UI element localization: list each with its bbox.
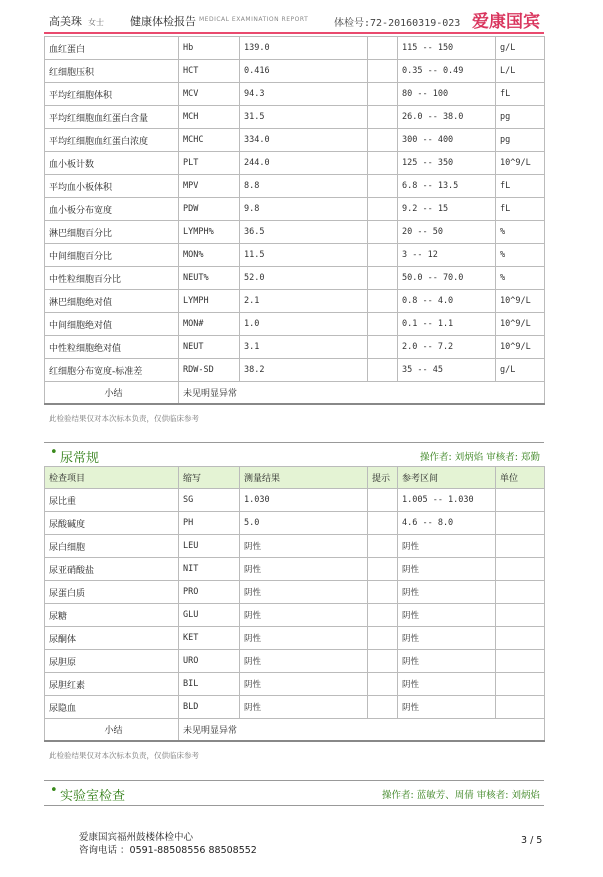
item-value: 2.1 bbox=[240, 290, 368, 313]
column-header: 单位 bbox=[496, 467, 545, 489]
table-row bbox=[45, 604, 545, 627]
item-name: 淋巴细胞百分比 bbox=[45, 221, 179, 244]
item-unit: fL bbox=[496, 83, 545, 106]
item-name: 红细胞分布宽度-标准差 bbox=[45, 359, 179, 382]
summary-row bbox=[45, 382, 545, 405]
bullet-icon: • bbox=[50, 783, 58, 798]
column-header: 检查项目 bbox=[45, 467, 179, 489]
table-row bbox=[45, 106, 545, 129]
item-unit: % bbox=[496, 244, 545, 267]
item-value: 334.0 bbox=[240, 129, 368, 152]
item-flag bbox=[368, 244, 398, 267]
item-value: 5.0 bbox=[240, 512, 368, 535]
item-value: 1.030 bbox=[240, 489, 368, 512]
item-name: 尿酮体 bbox=[45, 627, 179, 650]
table-row bbox=[45, 290, 545, 313]
item-value: 9.8 bbox=[240, 198, 368, 221]
item-range: 阴性 bbox=[398, 673, 496, 696]
table-row bbox=[45, 37, 545, 60]
item-code: Hb bbox=[179, 37, 240, 60]
item-code: MCHC bbox=[179, 129, 240, 152]
item-code: MPV bbox=[179, 175, 240, 198]
column-header: 参考区间 bbox=[398, 467, 496, 489]
item-value: 阴性 bbox=[240, 558, 368, 581]
table-row bbox=[45, 60, 545, 83]
item-range: 35 -- 45 bbox=[398, 359, 496, 382]
column-header: 缩写 bbox=[179, 467, 240, 489]
item-name: 尿亚硝酸盐 bbox=[45, 558, 179, 581]
item-name: 血红蛋白 bbox=[45, 37, 179, 60]
item-range: 阴性 bbox=[398, 696, 496, 719]
table-row bbox=[45, 512, 545, 535]
item-range: 26.0 -- 38.0 bbox=[398, 106, 496, 129]
item-value: 1.0 bbox=[240, 313, 368, 336]
report-title: 健康体检报告 bbox=[130, 15, 196, 28]
item-unit bbox=[496, 535, 545, 558]
item-unit bbox=[496, 650, 545, 673]
footer-center-name: 爱康国宾福州鼓楼体检中心 bbox=[79, 832, 194, 843]
item-range: 0.8 -- 4.0 bbox=[398, 290, 496, 313]
table-row bbox=[45, 359, 545, 382]
table-row bbox=[45, 198, 545, 221]
item-code: MON% bbox=[179, 244, 240, 267]
item-range: 阴性 bbox=[398, 558, 496, 581]
item-range: 0.1 -- 1.1 bbox=[398, 313, 496, 336]
item-flag bbox=[368, 489, 398, 512]
item-range: 50.0 -- 70.0 bbox=[398, 267, 496, 290]
item-flag bbox=[368, 650, 398, 673]
table-row bbox=[45, 221, 545, 244]
item-range: 阴性 bbox=[398, 604, 496, 627]
item-code: BLD bbox=[179, 696, 240, 719]
item-unit bbox=[496, 696, 545, 719]
item-unit: fL bbox=[496, 175, 545, 198]
table-row bbox=[45, 650, 545, 673]
item-unit bbox=[496, 558, 545, 581]
item-name: 尿酸碱度 bbox=[45, 512, 179, 535]
item-flag bbox=[368, 604, 398, 627]
item-value: 52.0 bbox=[240, 267, 368, 290]
item-code: KET bbox=[179, 627, 240, 650]
item-code: HCT bbox=[179, 60, 240, 83]
item-code: PH bbox=[179, 512, 240, 535]
summary-text: 未见明显异常 bbox=[179, 719, 545, 742]
item-flag bbox=[368, 152, 398, 175]
table-row bbox=[45, 129, 545, 152]
disclaimer-note-2: 此检验结果仅对本次标本负责，仅供临床参考 bbox=[49, 751, 199, 760]
item-flag bbox=[368, 512, 398, 535]
item-value: 3.1 bbox=[240, 336, 368, 359]
item-range: 4.6 -- 8.0 bbox=[398, 512, 496, 535]
item-flag bbox=[368, 558, 398, 581]
section-operators: 操作者: 蓝敏芳、周倩 审核者: 刘炳焰 bbox=[382, 790, 540, 801]
item-name: 平均红细胞体积 bbox=[45, 83, 179, 106]
item-code: MON# bbox=[179, 313, 240, 336]
header-divider bbox=[44, 32, 544, 34]
table-row bbox=[45, 535, 545, 558]
item-code: PDW bbox=[179, 198, 240, 221]
summary-label: 小结 bbox=[45, 382, 179, 405]
item-name: 尿糖 bbox=[45, 604, 179, 627]
page-number: 3 / 5 bbox=[521, 835, 543, 846]
item-unit: 10^9/L bbox=[496, 336, 545, 359]
summary-label: 小结 bbox=[45, 719, 179, 742]
item-flag bbox=[368, 37, 398, 60]
table-row bbox=[45, 152, 545, 175]
lab-section-header bbox=[44, 780, 544, 806]
item-range: 80 -- 100 bbox=[398, 83, 496, 106]
item-flag bbox=[368, 581, 398, 604]
item-value: 31.5 bbox=[240, 106, 368, 129]
item-value: 阴性 bbox=[240, 581, 368, 604]
item-code: NEUT% bbox=[179, 267, 240, 290]
item-flag bbox=[368, 198, 398, 221]
item-name: 尿胆原 bbox=[45, 650, 179, 673]
table-row bbox=[45, 336, 545, 359]
item-value: 36.5 bbox=[240, 221, 368, 244]
item-code: PLT bbox=[179, 152, 240, 175]
patient-name bbox=[49, 13, 104, 29]
item-value: 阴性 bbox=[240, 604, 368, 627]
item-range: 125 -- 350 bbox=[398, 152, 496, 175]
item-flag bbox=[368, 359, 398, 382]
item-range: 阴性 bbox=[398, 581, 496, 604]
item-range: 阴性 bbox=[398, 627, 496, 650]
table-row bbox=[45, 489, 545, 512]
item-name: 淋巴细胞绝对值 bbox=[45, 290, 179, 313]
item-flag bbox=[368, 535, 398, 558]
item-value: 94.3 bbox=[240, 83, 368, 106]
item-value: 阴性 bbox=[240, 650, 368, 673]
item-range: 6.8 -- 13.5 bbox=[398, 175, 496, 198]
blood-routine-table bbox=[44, 36, 545, 405]
item-flag bbox=[368, 673, 398, 696]
item-name: 尿蛋白质 bbox=[45, 581, 179, 604]
table-row bbox=[45, 313, 545, 336]
item-unit: L/L bbox=[496, 60, 545, 83]
table-row bbox=[45, 581, 545, 604]
item-flag bbox=[368, 336, 398, 359]
item-value: 阴性 bbox=[240, 673, 368, 696]
item-code: NIT bbox=[179, 558, 240, 581]
item-flag bbox=[368, 175, 398, 198]
item-name: 尿比重 bbox=[45, 489, 179, 512]
item-name: 平均红细胞血红蛋白浓度 bbox=[45, 129, 179, 152]
item-flag bbox=[368, 267, 398, 290]
item-flag bbox=[368, 60, 398, 83]
item-flag bbox=[368, 290, 398, 313]
item-range: 300 -- 400 bbox=[398, 129, 496, 152]
item-name: 血小板计数 bbox=[45, 152, 179, 175]
item-value: 38.2 bbox=[240, 359, 368, 382]
item-code: PRO bbox=[179, 581, 240, 604]
item-name: 中间细胞绝对值 bbox=[45, 313, 179, 336]
table-row bbox=[45, 627, 545, 650]
item-value: 8.8 bbox=[240, 175, 368, 198]
footer-phone: 咨询电话 ：0591-88508556 88508552 bbox=[79, 845, 257, 856]
item-code: MCH bbox=[179, 106, 240, 129]
section-title: 尿常规 bbox=[60, 451, 100, 466]
item-unit: 10^9/L bbox=[496, 313, 545, 336]
item-name: 红细胞压积 bbox=[45, 60, 179, 83]
bullet-icon: • bbox=[50, 445, 58, 460]
urine-section-header bbox=[44, 442, 544, 468]
table-row bbox=[45, 267, 545, 290]
item-code: SG bbox=[179, 489, 240, 512]
item-unit: g/L bbox=[496, 37, 545, 60]
item-unit bbox=[496, 604, 545, 627]
item-unit: 10^9/L bbox=[496, 290, 545, 313]
brand-logo: 爱康国宾 bbox=[472, 12, 540, 32]
item-unit: % bbox=[496, 267, 545, 290]
item-value: 139.0 bbox=[240, 37, 368, 60]
column-header: 测量结果 bbox=[240, 467, 368, 489]
table-header-row bbox=[45, 467, 545, 489]
item-unit bbox=[496, 489, 545, 512]
item-unit: fL bbox=[496, 198, 545, 221]
item-value: 阴性 bbox=[240, 696, 368, 719]
item-unit: pg bbox=[496, 106, 545, 129]
item-code: MCV bbox=[179, 83, 240, 106]
section-title: 实验室检查 bbox=[60, 789, 126, 804]
item-code: LEU bbox=[179, 535, 240, 558]
item-flag bbox=[368, 696, 398, 719]
item-range: 2.0 -- 7.2 bbox=[398, 336, 496, 359]
item-code: LYMPH bbox=[179, 290, 240, 313]
section-operators: 操作者: 刘炳焰 审核者: 郑勤 bbox=[420, 452, 540, 463]
table-row bbox=[45, 696, 545, 719]
item-flag bbox=[368, 129, 398, 152]
item-name: 平均红细胞血红蛋白含量 bbox=[45, 106, 179, 129]
item-unit bbox=[496, 512, 545, 535]
table-row bbox=[45, 673, 545, 696]
item-name: 尿白细胞 bbox=[45, 535, 179, 558]
item-value: 244.0 bbox=[240, 152, 368, 175]
report-subtitle: MEDICAL EXAMINATION REPORT bbox=[199, 16, 309, 23]
item-unit bbox=[496, 627, 545, 650]
item-name: 尿隐血 bbox=[45, 696, 179, 719]
item-name: 平均血小板体积 bbox=[45, 175, 179, 198]
item-range: 阴性 bbox=[398, 535, 496, 558]
patient-title: 女士 bbox=[88, 18, 104, 27]
item-name: 血小板分布宽度 bbox=[45, 198, 179, 221]
item-name: 中性粒细胞百分比 bbox=[45, 267, 179, 290]
table-row bbox=[45, 244, 545, 267]
item-code: BIL bbox=[179, 673, 240, 696]
item-flag bbox=[368, 221, 398, 244]
item-flag bbox=[368, 313, 398, 336]
table-row bbox=[45, 83, 545, 106]
item-range: 阴性 bbox=[398, 650, 496, 673]
item-value: 11.5 bbox=[240, 244, 368, 267]
item-unit: 10^9/L bbox=[496, 152, 545, 175]
patient-name-text: 高美珠 bbox=[49, 15, 82, 28]
item-flag bbox=[368, 627, 398, 650]
item-unit bbox=[496, 581, 545, 604]
item-name: 中性粒细胞绝对值 bbox=[45, 336, 179, 359]
item-range: 20 -- 50 bbox=[398, 221, 496, 244]
exam-number: 体检号:72-20160319-023 bbox=[334, 18, 461, 29]
column-header: 提示 bbox=[368, 467, 398, 489]
item-code: LYMPH% bbox=[179, 221, 240, 244]
item-value: 阴性 bbox=[240, 627, 368, 650]
item-unit bbox=[496, 673, 545, 696]
item-range: 0.35 -- 0.49 bbox=[398, 60, 496, 83]
table-row bbox=[45, 175, 545, 198]
item-code: NEUT bbox=[179, 336, 240, 359]
item-unit: pg bbox=[496, 129, 545, 152]
item-code: URO bbox=[179, 650, 240, 673]
item-range: 115 -- 150 bbox=[398, 37, 496, 60]
item-unit: g/L bbox=[496, 359, 545, 382]
item-value: 阴性 bbox=[240, 535, 368, 558]
item-code: GLU bbox=[179, 604, 240, 627]
table-row bbox=[45, 558, 545, 581]
summary-row bbox=[45, 719, 545, 742]
urine-routine-table bbox=[44, 466, 545, 742]
item-flag bbox=[368, 106, 398, 129]
item-unit: % bbox=[496, 221, 545, 244]
item-code: RDW-SD bbox=[179, 359, 240, 382]
item-range: 9.2 -- 15 bbox=[398, 198, 496, 221]
item-value: 0.416 bbox=[240, 60, 368, 83]
item-range: 1.005 -- 1.030 bbox=[398, 489, 496, 512]
disclaimer-note: 此检验结果仅对本次标本负责，仅供临床参考 bbox=[49, 414, 199, 423]
item-name: 中间细胞百分比 bbox=[45, 244, 179, 267]
item-flag bbox=[368, 83, 398, 106]
report-header bbox=[0, 0, 603, 36]
item-name: 尿胆红素 bbox=[45, 673, 179, 696]
summary-text: 未见明显异常 bbox=[179, 382, 545, 405]
item-range: 3 -- 12 bbox=[398, 244, 496, 267]
